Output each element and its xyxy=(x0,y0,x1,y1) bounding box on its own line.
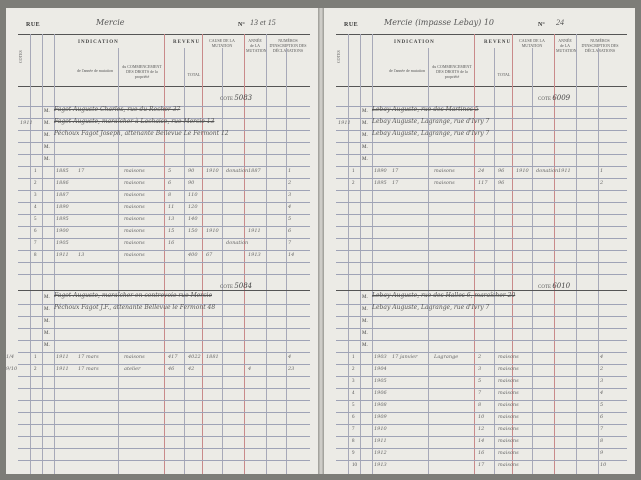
ledger-cell: maisons xyxy=(498,366,519,372)
row-number: 3 xyxy=(34,193,37,198)
ledger-cell: 140 xyxy=(188,216,198,222)
ledger-cell: 1900 xyxy=(56,228,69,234)
ledger-cell: maisons xyxy=(498,354,519,360)
col-numeros: NUMÉROS D'INSCRIPTION DES DÉCLARATIONS xyxy=(581,38,619,53)
ledger-cell: 1890 xyxy=(374,168,387,174)
ledger-cell: donation xyxy=(226,168,249,174)
col-indication: INDICATION xyxy=(78,40,119,45)
col-cause: CAUSE DE LA MUTATION xyxy=(209,38,235,48)
row-number: 2 xyxy=(352,181,355,186)
owner-marker: M. xyxy=(44,157,50,162)
ledger-cell: 1913 xyxy=(374,462,387,468)
row-number: 6 xyxy=(34,229,37,234)
cote-label: COTE 6009 xyxy=(538,94,571,102)
ledger-cell: 1908 xyxy=(374,402,387,408)
ledger-cell: 6 xyxy=(168,180,172,186)
ledger-cell: 13 xyxy=(78,252,85,258)
ledger-cell: 1881 xyxy=(206,354,219,360)
ledger-cell: maisons xyxy=(434,180,455,186)
ledger-cell: 2 xyxy=(600,366,604,372)
left-header xyxy=(6,18,318,32)
ledger-cell: 96 xyxy=(498,168,505,174)
ledger-cell: maisons xyxy=(124,228,145,234)
ledger-cell: 3 xyxy=(288,192,292,198)
ledger-cell: 1905 xyxy=(56,240,69,246)
owner-entry: Lebay Auguste, rue des Martines 5 xyxy=(372,106,479,113)
ledger-cell: 7 xyxy=(288,240,292,246)
ledger-cell: 2 xyxy=(478,354,482,360)
owner-marker: M. xyxy=(44,133,50,138)
owner-entry: Lebay Auguste, Lagrange, rue d'Ivry 7 xyxy=(372,304,490,311)
row-number: 2 xyxy=(34,367,37,372)
col-sub-2: du COMMENCEMENT DES DROITS de la propriété xyxy=(432,64,472,79)
ledger-cell: atelier xyxy=(124,366,141,372)
owner-marker: M. xyxy=(362,331,368,336)
owner-marker: M. xyxy=(362,109,368,114)
ledger-cell: 1911 xyxy=(374,438,387,444)
owner-marker: M. xyxy=(44,109,50,114)
ledger-cell: 117 xyxy=(478,180,488,186)
ledger-cell: 4 xyxy=(600,354,604,360)
ledger-cell: maisons xyxy=(124,180,145,186)
col-numeros: NUMÉROS D'INSCRIPTION DES DÉCLARATIONS xyxy=(269,38,307,53)
ledger-cell: 13 xyxy=(168,216,175,222)
street-name: Mercie xyxy=(96,18,125,27)
grid-line xyxy=(54,34,55,474)
ledger-cell: maisons xyxy=(498,462,519,468)
ledger-cell: 15 xyxy=(168,228,175,234)
ledger-cell: donation xyxy=(226,240,249,246)
ledger-cell: 4 xyxy=(288,204,292,210)
ledger-cell: 1906 xyxy=(374,390,387,396)
ledger-cell: 2 xyxy=(288,180,292,186)
ledger-cell: 4 xyxy=(248,366,252,372)
grid-line xyxy=(576,34,577,474)
ledger-cell: 8 xyxy=(168,192,172,198)
row-number: 4 xyxy=(352,391,355,396)
owner-entry: Péchoux Fagot Joseph, attenante Bellevue Le Fermont 12 xyxy=(54,130,229,137)
col-cause: CAUSE DE LA MUTATION xyxy=(519,38,545,48)
ledger-cell: maisons xyxy=(498,402,519,408)
ledger-cell: 1911 xyxy=(558,168,571,174)
grid-line xyxy=(348,34,349,474)
grid-line xyxy=(512,34,513,474)
col-cotes: COTES xyxy=(18,50,23,64)
ledger-cell: 17 mars xyxy=(78,354,99,360)
grid-line xyxy=(494,48,495,474)
col-sub-total: TOTAL xyxy=(497,72,511,77)
ledger-cell: 1910 xyxy=(206,168,219,174)
rule xyxy=(336,86,627,87)
ledger-cell: 12 xyxy=(478,426,485,432)
owner-marker: M. xyxy=(362,343,368,348)
ledger-cell: 1903 xyxy=(374,354,387,360)
owner-marker: M. xyxy=(44,295,50,300)
ledger-cell: 2 xyxy=(600,180,604,186)
ledger-cell: 17 xyxy=(392,180,399,186)
ledger-cell: 4022 xyxy=(188,354,201,360)
ledger-cell: 1910 xyxy=(374,426,387,432)
ledger-cell: maisons xyxy=(124,240,145,246)
ledger-cell: 1911 xyxy=(248,228,261,234)
ledger-cell: 1910 xyxy=(206,228,219,234)
ledger-cell: Lagrange xyxy=(434,354,459,360)
ledger-cell: maisons xyxy=(124,204,145,210)
owner-marker: M. xyxy=(44,343,50,348)
ledger-cell: 8 xyxy=(478,402,482,408)
ledger-cell: maisons xyxy=(498,450,519,456)
ledger-cell: 400 xyxy=(188,252,198,258)
grid-line xyxy=(266,34,267,474)
row-number: 1 xyxy=(352,355,355,360)
ledger-cell: 1887 xyxy=(56,192,69,198)
ledger-cell: 6 xyxy=(600,414,604,420)
ledger-cell: 17 xyxy=(392,168,399,174)
col-sub-1: de l'année de mutation xyxy=(77,68,113,73)
ledger-cell: 1 xyxy=(288,168,292,174)
ledger-cell: 23 xyxy=(288,366,295,372)
owner-marker: M. xyxy=(44,121,50,126)
owner-entry: Fagot Auguste Charles, rue du Rocher 37 xyxy=(54,106,181,113)
ledger-cell: 1911 xyxy=(56,354,69,360)
grid-line xyxy=(598,48,599,474)
owner-entry: Lebay Auguste, rue des Halles 6, maraîcher 20 xyxy=(372,292,516,299)
ledger-cell: 1911 xyxy=(56,366,69,372)
ledger-cell: 1887 xyxy=(248,168,261,174)
row-number: 1 xyxy=(34,169,37,174)
ledger-cell: 1909 xyxy=(374,414,387,420)
cote-label: COTE 5083 xyxy=(220,94,253,102)
ledger-cell: 1885 xyxy=(56,168,69,174)
ledger-cell: 1 xyxy=(600,168,604,174)
margin-note: 9/10 xyxy=(6,366,18,372)
row-number: 9 xyxy=(352,451,355,456)
col-revenu: REVENU xyxy=(484,40,512,45)
right-page xyxy=(324,8,635,474)
ledger-cell: 7 xyxy=(600,426,604,432)
margin-note: 1911 xyxy=(338,120,351,126)
grid-line xyxy=(42,34,43,474)
ledger-cell: 120 xyxy=(188,204,198,210)
grid-line xyxy=(286,48,287,474)
ledger-cell: 1913 xyxy=(248,252,261,258)
row-number: 8 xyxy=(34,253,37,258)
street-name: Mercie (impasse Lebay) 10 xyxy=(384,18,495,27)
ledger-cell: 3 xyxy=(600,378,604,384)
col-cotes: COTES xyxy=(336,50,341,64)
grid-line xyxy=(202,34,203,474)
ledger-cell: 11 xyxy=(168,204,175,210)
row-number: 3 xyxy=(352,379,355,384)
number-value: 24 xyxy=(556,18,564,27)
col-annee: ANNÉE de LA MUTATION xyxy=(556,38,577,53)
col-sub-total: TOTAL xyxy=(187,72,201,77)
ledger-cell: 150 xyxy=(188,228,198,234)
row-number: 10 xyxy=(352,463,357,468)
ledger-cell: maisons xyxy=(124,216,145,222)
owner-entry: Péchoux Fagot J.F., attenante Bellevue le Fermont 48 xyxy=(54,304,216,311)
ledger-cell: 67 xyxy=(206,252,213,258)
row-number: 6 xyxy=(352,415,355,420)
grid-line xyxy=(164,34,165,474)
ledger-cell: maisons xyxy=(498,414,519,420)
row-number: 2 xyxy=(34,181,37,186)
owner-entry: Lebay Auguste, Lagrange, rue d'Ivry 7 xyxy=(372,130,490,137)
owner-marker: M. xyxy=(362,157,368,162)
owner-entry: Fagot Auguste, maraîcher à Lachaise, rue Mercie 13 xyxy=(54,118,215,125)
row-number: 5 xyxy=(34,217,37,222)
col-annee: ANNÉE de LA MUTATION xyxy=(246,38,267,53)
ledger-cell: 1910 xyxy=(516,168,529,174)
ledger-cell: 90 xyxy=(188,168,195,174)
ledger-cell: 1886 xyxy=(56,180,69,186)
ledger-cell: 3 xyxy=(478,366,482,372)
ledger-cell: 16 xyxy=(168,240,175,246)
ledger-cell: 16 xyxy=(478,450,485,456)
owner-entry: Fagot Auguste, maraîcher en contrevoie rue Mercie xyxy=(54,292,212,299)
row-number: 7 xyxy=(352,427,355,432)
owner-entry: Lebay Auguste, Lagrange, rue d'Ivry 7 xyxy=(372,118,490,125)
row-number: 4 xyxy=(34,205,37,210)
row-number: 2 xyxy=(352,367,355,372)
ledger-cell: 14 xyxy=(288,252,295,258)
owner-marker: M. xyxy=(44,331,50,336)
owner-marker: M. xyxy=(44,145,50,150)
ledger-cell: maisons xyxy=(498,390,519,396)
ledger-cell: maisons xyxy=(124,252,145,258)
ledger-cell: 5 xyxy=(478,378,482,384)
owner-marker: M. xyxy=(362,145,368,150)
ledger-cell: 1895 xyxy=(374,180,387,186)
ledger-cell: 5 xyxy=(168,168,172,174)
cote-label: COTE 5084 xyxy=(220,282,253,290)
grid-line xyxy=(372,34,373,474)
ledger-cell: 1904 xyxy=(374,366,387,372)
ledger-cell: maisons xyxy=(124,192,145,198)
owner-marker: M. xyxy=(362,319,368,324)
row-number: 5 xyxy=(352,403,355,408)
number-label: N° xyxy=(538,22,545,28)
ledger-cell: 17 janvier xyxy=(392,354,418,360)
col-revenu: REVENU xyxy=(173,40,201,45)
ledger-cell: maisons xyxy=(498,426,519,432)
ledger-cell: 10 xyxy=(478,414,485,420)
number-value: 13 et 15 xyxy=(250,18,276,27)
ledger-cell: 1912 xyxy=(374,450,387,456)
grid-line xyxy=(30,34,31,474)
ledger-cell: 5 xyxy=(600,402,604,408)
grid-line xyxy=(532,48,533,474)
cote-label: COTE 6010 xyxy=(538,282,571,290)
col-indication: INDICATION xyxy=(394,40,435,45)
ledger-cell: 42 xyxy=(188,366,195,372)
rue-label: RUE xyxy=(344,22,359,28)
row-number: 1 xyxy=(34,355,37,360)
row-number: 1 xyxy=(352,169,355,174)
ledger-cell: donation xyxy=(536,168,559,174)
ledger-cell: 7 xyxy=(478,390,482,396)
ledger-cell: 4 xyxy=(288,354,292,360)
ledger-cell: 96 xyxy=(498,180,505,186)
ledger-cell: maisons xyxy=(124,354,145,360)
ledger-cell: 10 xyxy=(600,462,607,468)
ledger-cell: 1895 xyxy=(56,216,69,222)
rule xyxy=(336,34,627,35)
ledger-cell: 17 xyxy=(78,168,85,174)
ledger-cell: 6 xyxy=(288,228,292,234)
ledger-cell: maisons xyxy=(434,168,455,174)
owner-marker: M. xyxy=(362,295,368,300)
owner-marker: M. xyxy=(44,307,50,312)
ledger-cell: 4 xyxy=(600,390,604,396)
ledger-cell: 17 xyxy=(478,462,485,468)
ledger-cell: 46 xyxy=(168,366,175,372)
ledger-cell: 24 xyxy=(478,168,485,174)
ledger-cell: 9 xyxy=(600,450,604,456)
ledger-cell: 14 xyxy=(478,438,485,444)
ledger-cell: 1905 xyxy=(374,378,387,384)
ledger-cell: 417 xyxy=(168,354,178,360)
ledger-cell: 8 xyxy=(600,438,604,444)
margin-note: 1911 xyxy=(20,120,33,126)
ledger-cell: 1911 xyxy=(56,252,69,258)
margin-note: 1/4 xyxy=(6,354,15,360)
left-page xyxy=(6,8,318,474)
ledger-cell: maisons xyxy=(124,168,145,174)
ledger-cell: 110 xyxy=(188,192,198,198)
row-number: 8 xyxy=(352,439,355,444)
right-header xyxy=(324,18,635,32)
ledger-cell: maisons xyxy=(498,378,519,384)
owner-marker: M. xyxy=(362,133,368,138)
grid-line xyxy=(474,34,475,474)
col-sub-2: du COMMENCEMENT DES DROITS de la propriété xyxy=(122,64,162,79)
grid-line xyxy=(360,34,361,474)
owner-marker: M. xyxy=(362,121,368,126)
ledger-cell: 90 xyxy=(188,180,195,186)
row-number: 7 xyxy=(34,241,37,246)
rue-label: RUE xyxy=(26,22,41,28)
owner-marker: M. xyxy=(362,307,368,312)
ledger-cell: 1890 xyxy=(56,204,69,210)
owner-marker: M. xyxy=(44,319,50,324)
ledger-cell: 17 mars xyxy=(78,366,99,372)
grid-line xyxy=(222,48,223,474)
col-sub-1: de l'année de mutation xyxy=(389,68,425,73)
ledger-cell: 5 xyxy=(288,216,292,222)
number-label: N° xyxy=(238,22,245,28)
grid-line xyxy=(184,48,185,474)
ledger-cell: maisons xyxy=(498,438,519,444)
